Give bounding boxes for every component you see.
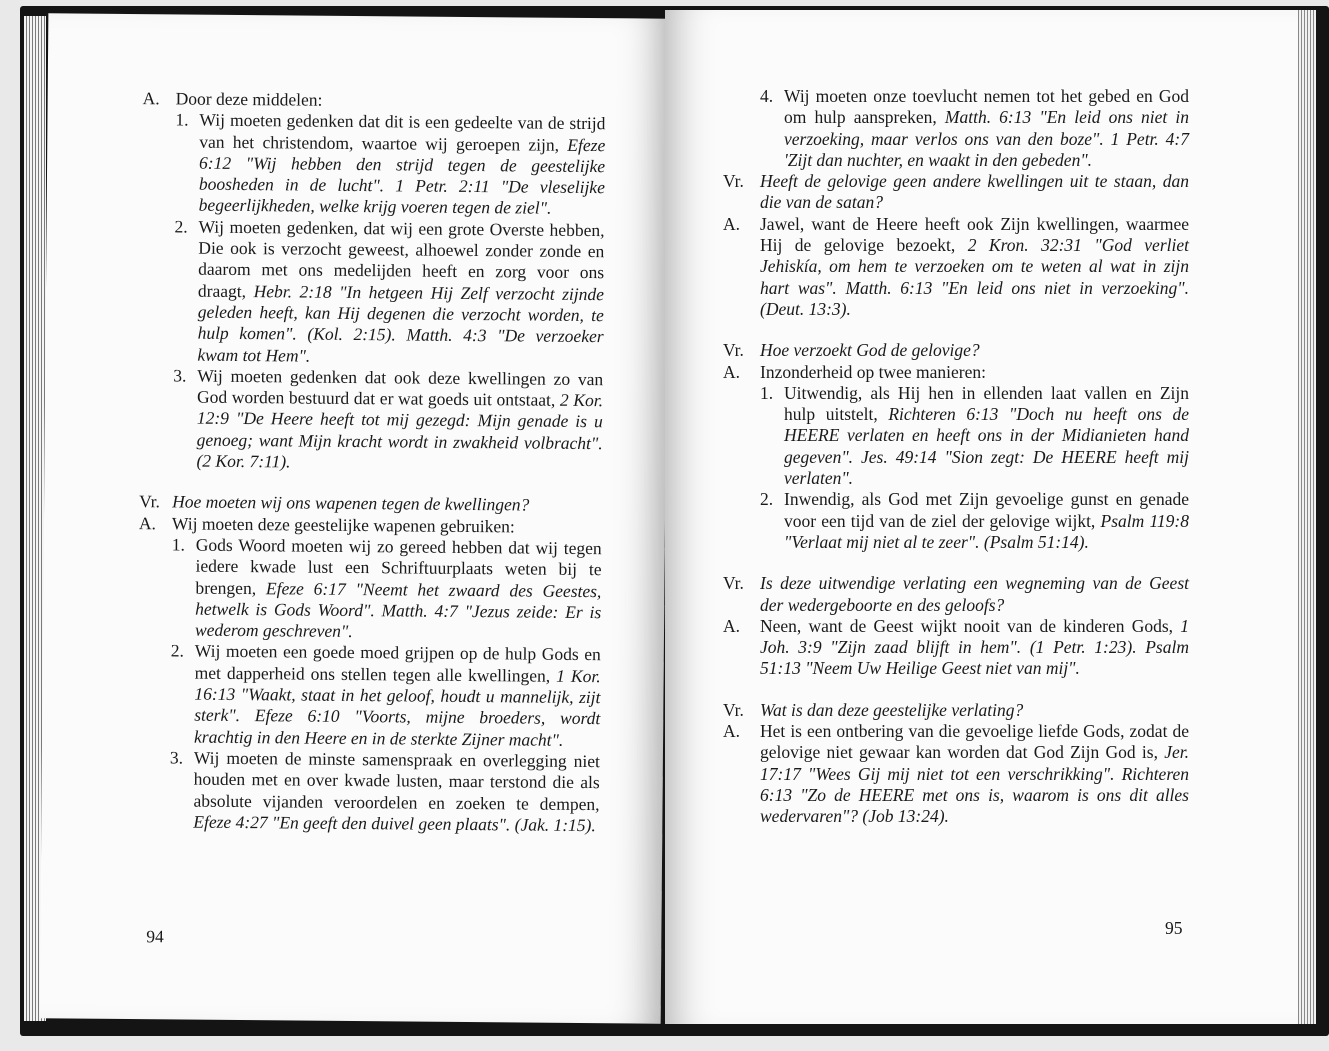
question-marker: Vr. [723,573,744,594]
scripture-reference: Hebr. 2:18 "In hetgeen Hij Zelf verzocht zijnde geleden heeft, kan Hij degenen die verzocht worden, te hulp komen". (Kol. 2:15). Matth. 4:3 "De verzoeker kwam tot Hem". [197,280,605,366]
list-item: 3. Wij moeten gedenken dat ook deze kwellingen zo van God worden bestuurd dat er wat goeds uit ontstaat, 2 Kor. 12:9 "De Heere heeft tot mij gezegd: Mijn genade is u genoeg; want Mijn kracht wordt in zwakheid volbracht". (2 Kor. 7:11). [173,365,604,472]
question-block [723,171,1189,214]
question-marker: Vr. [723,340,744,361]
left-page-text [136,88,605,836]
question-text: Is deze uitwendige verlating een wegneming van de Geest der wedergeboorte en des geloofs? [760,573,1189,615]
scripture-reference: 1 Kor. 16:13 "Waakt, staat in het geloof, houdt u mannelijk, zijt sterk". Efeze 6:10 "Voorts, mijne broeders, wordt krachtig in den Heere en in de sterkte Zijner macht". [194,665,601,750]
answer-block: A. Het is een ontbering van die gevoelige liefde Gods, zodat de gelovige niet gewaar kan worden dat God Zijn God is, Jer. 17:17 "Wees Gij mij niet tot een verschrikking". Richteren 6:13 "Zo de HEERE met ons is, waarom is ons dit alles wedervaren"? (Job 13:24). [723,721,1189,827]
question-block [723,700,1189,721]
scripture-reference: Jer. 17:17 "Wees Gij mij niet tot een verschrikking". Richteren 6:13 "Zo de HEERE met ons is, waarom is ons dit alles wedervaren"? (Job 13:24). [760,742,1189,827]
scripture-reference: Matth. 6:13 "En leid ons niet in verzoeking, maar verlos ons van den boze". 1 Petr. 4:7 'Zijt dan nuchter, en waakt in den gebeden". [784,107,1189,170]
question-marker: Vr. [723,171,744,192]
question-block [723,340,1189,361]
answer-intro: Door deze middelen: [175,88,323,110]
question-text: Heeft de gelovige geen andere kwellingen uit te staan, dan die van de satan? [760,171,1189,213]
question-text: Wat is dan deze geestelijke verlating? [760,699,1024,720]
answer-intro: Inzonderheid op twee manieren: [760,361,986,382]
answer-marker: A. [723,615,741,636]
scripture-reference: Psalm 119:8 "Verlaat mij niet al te zeer". (Psalm 51:14). [784,510,1189,552]
answer-intro: Wij moeten deze geestelijke wapenen gebruiken: [171,513,515,537]
scripture-reference: Efeze 4:27 "En geeft den duivel geen plaats". (Jak. 1:15). [193,811,596,835]
list-item: 1. Uitwendig, als Hij hen in ellenden laat vallen en Zijn hulp uitstelt, Richteren 6:13 "Doch nu heeft ons de HEERE verlaten en heeft ons in der Midianieten hand gegeven". Jes. 49:14 "Sion zegt: De HEERE heeft mij verlaten". [760,382,1190,489]
left-page [40,13,670,1023]
answer-block [723,362,1189,554]
scripture-reference: Efeze 6:12 "Wij hebben den strijd tegen de geestelijke boosheden in de lucht". 1 Petr. 2:11 "De vleselijke begeerlijkheden, welke krijg voeren tegen de ziel". [198,134,606,219]
list-item: 1. Gods Woord moeten wij zo gereed hebben dat wij tegen iedere kwade lust een Schriftuurplaats weten bij te brengen, Efeze 6:17 "Neemt het zwaard des Geestes, hetwelk is Gods Woord". Matth. 4:7 "Jezus zeide: Er is wederom geschreven". [171,534,602,642]
answer-block: A. Neen, want de Geest wijkt nooit van de kinderen Gods, 1 Joh. 3:9 "Zijn zaad blijft in hem". (1 Petr. 1:23). Psalm 51:13 "Neem Uw Heilige Geest niet van mij". [723,615,1189,679]
list-item: 2. Inwendig, als God met Zijn gevoelige gunst en genade voor een tijd van de ziel der gelovige wijkt, Psalm 119:8 "Verlaat mij niet al te zeer". (Psalm 51:14). [760,489,1189,552]
list-item: 2. Wij moeten gedenken, dat wij een grote Overste hebben, Die ook is verzocht geweest, alhoewel zonder zonde en daarom met ons medelijden heeft en zorg voor ons draagt, Hebr. 2:18 "In hetgeen Hij Zelf verzocht zijnde geleden heeft, kan Hij degenen die verzocht worden, te hulp komen". (Kol. 2:15). Matth. 4:3 "De verzoeker kwam tot Hem". [174,216,605,366]
answer-block [139,88,605,475]
question-marker: Vr. [723,699,744,720]
page-number: 94 [146,926,164,947]
answer-marker: A. [138,512,157,533]
list-item: 4. Wij moeten onze toevlucht nemen tot het gebed en God om hulp aanspreken, Matth. 6:13 "En leid ons niet in verzoeking, maar verlos ons van den boze". 1 Petr. 4:7 'Zijt dan nuchter, en waakt in den gebeden". [760,86,1189,170]
right-page-text [723,86,1189,828]
list-item: 3. Wij moeten de minste samenspraak en overlegging niet houden met en over kwade lusten, maar terstond die als absolute vijanden veroordelen en zoeken te dempen, Efeze 4:27 "En geeft den duivel geen plaats". (Jak. 1:15). [169,747,600,835]
question-block [723,573,1189,616]
answer-marker: A. [723,361,741,382]
answer-marker: A. [723,721,741,742]
answer-marker: A. [723,213,741,234]
right-page [665,10,1298,1024]
question-text: Hoe moeten wij ons wapenen tegen de kwellingen? [172,491,530,515]
scripture-reference: Richteren 6:13 "Doch nu heeft ons de HEERE verlaten en heeft ons in der Midianieten hand gegeven". Jes. 49:14 "Sion zegt: De HEERE heeft mij verlaten". [784,404,1190,489]
answer-block: A. Jawel, want de Heere heeft ook Zijn kwellingen, waarmee Hij de gelovige bezoekt, 2 Kron. 32:31 "God verliet Jehiskía, om hem te verzoeken om te weten al wat in zijn hart was". Matth. 6:13 "En leid ons niet in verzoeking". (Deut. 13:3). [723,213,1189,319]
scripture-reference: 2 Kron. 32:31 "God verliet Jehiskía, om hem te verzoeken om te weten al wat in zijn hart was". Matth. 6:13 "En leid ons niet in verzoeking". (Deut. 13:3). [760,235,1189,319]
answer-marker: A. [142,88,160,109]
list-item: 2. Wij moeten een goede moed grijpen op de hulp Gods en met dapperheid ons stellen tegen alle kwellingen, 1 Kor. 16:13 "Waakt, staat in het geloof, houdt u mannelijk, zijt sterk". Efeze 6:10 "Voorts, mijne broeders, wordt krachtig in den Heere en in de sterkte Zijner macht". [170,640,601,750]
scripture-reference: 1 Joh. 3:9 "Zijn zaad blijft in hem". (1 Petr. 1:23). Psalm 51:13 "Neem Uw Heilige Geest niet van mij". [760,615,1189,679]
page-edges-right [1296,10,1316,1024]
scripture-reference: 2 Kor. 12:9 "De Heere heeft tot mij gezegd: Mijn genade is u genoeg; want Mijn kracht wordt in zwakheid volbracht". (2 Kor. 7:11). [196,389,604,472]
page-number: 95 [1165,918,1183,938]
scripture-reference: Efeze 6:17 "Neemt het zwaard des Geestes, hetwelk is Gods Woord". Matth. 4:7 "Jezus zeide: Er is wederom geschreven". [194,577,602,642]
question-marker: Vr. [139,491,161,512]
list-item: 1. Wij moeten gedenken dat dit is een gedeelte van de strijd van het christendom, waartoe wij geroepen zijn, Efeze 6:12 "Wij hebben den strijd tegen de geestelijke boosheden in de lucht". 1 Petr. 2:11 "De vleselijke begeerlijkheden, welke krijg voeren tegen de ziel". [175,109,606,219]
question-text: Hoe verzoekt God de gelovige? [760,340,980,361]
answer-block [136,513,602,836]
